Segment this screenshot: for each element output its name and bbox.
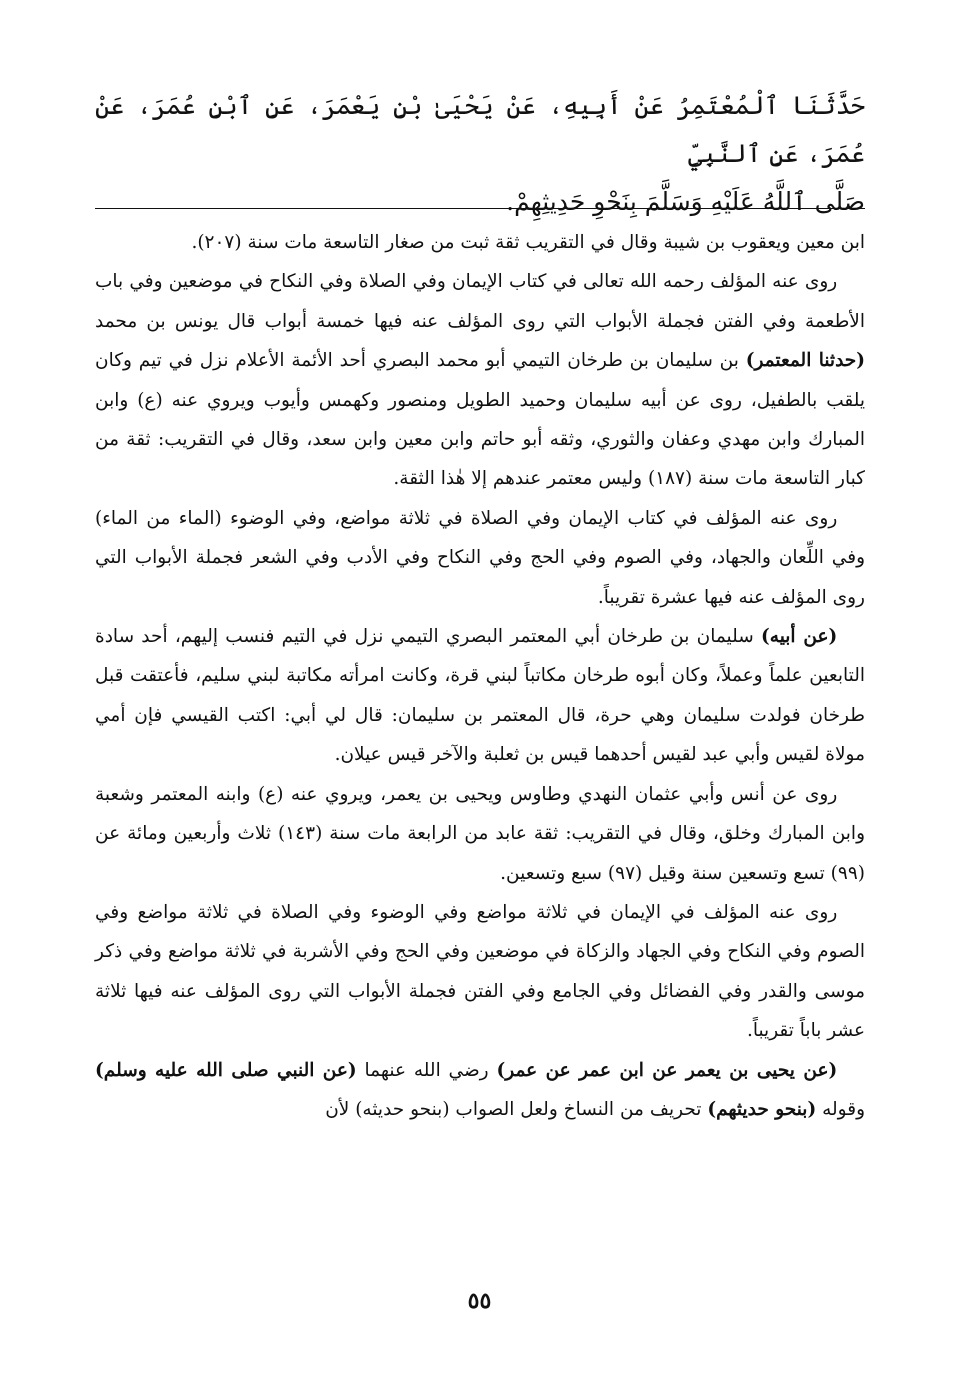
footnote-paragraph [95,262,865,498]
narrator-label: (عن يحيى بن يعمر عن ابن عمر عن عمر) [496,1059,838,1081]
footnote-text: رضي الله عنهما [364,1059,489,1081]
page-number: ٥٥ [467,1288,492,1314]
hadith-text [95,82,865,226]
footnote-paragraph [95,617,865,775]
narrator-label: (عن أبيه) [761,626,838,648]
footnotes [95,223,865,1129]
narrator-label: (حدثنا المعتمر) [745,350,865,372]
footnote-text: بن سليمان بن طرخان التيمي أبو محمد البصري أحد الأئمة الأعلام نزل في تيم وكان يلقب بالطفيل، روى عن أبيه سليمان وحميد الطويل ومنصور وكهمس وأيوب ويروي عنه (ع) وابن المبارك وابن مهدي وعفان والثوري، وثقه أبو حاتم وابن معين وابن سعد، وقال في التقريب: ثقة من كبار التاسعة مات سنة (١٨٧) وليس معتمر عندهم إلا هٰذا الثقة. [95,350,865,490]
hadith-line: صَلَّى ٱللَّهُ عَلَيْهِ وَسَلَّمَ بِنَحْوِ حَدِيثِهِمْ. [506,187,865,216]
footnote-paragraph: روى عنه المؤلف في الإيمان في ثلاثة مواضع وفي الوضوء وفي الصلاة في ثلاثة مواضع وفي الصوم وفي النكاح وفي الجهاد والزكاة في موضعين وفي الحج وفي الأشربة في ثلاثة مواضع وفي ذكر موسى والقدر وفي الفضائل وفي الجامع وفي الفتن فجملة الأبواب التي روى المؤلف عنه فيها ثلاثة عشر باباً تقريباً. [95,901,865,1042]
footnote-paragraph [95,1051,865,1130]
footnote-text: وقوله [822,1098,865,1120]
footnote-text: سليمان بن طرخان أبي المعتمر البصري التيمي نزل في التيم فنسب إليهم، أحد سادة التابعين علماً وعملاً، وكان أبوه طرخان مكاتباً لبني قرة، وكانت امرأته مكاتبة لبني سليم، فأعتقت قبل طرخان فولدت سليمان وهي حرة، قال المعتمر بن سليمان: قال لي أبي: اكتب القيسي فإن أمي مولاة لقيس وأبي عبد لقيس أحدهما قيس بن ثعلبة والآخر قيس عيلان. [95,626,865,766]
footnote-text: تحريف من النساخ ولعل الصواب (بنحو حديثه) لأن [325,1098,702,1120]
footnote-paragraph: روى عن أنس وأبي عثمان النهدي وطاوس ويحيى بن يعمر، ويروي عنه (ع) وابنه المعتمر وشعبة وابن المبارك وخلق، وقال في التقريب: ثقة عابد من الرابعة مات سنة (١٤٣) ثلاث وأربعين ومائة عن (٩٩) تسع وتسعين سنة وقيل (٩٧) سبع وتسعين. [95,783,865,884]
footnote-separator [95,208,865,209]
hadith-line: حَدَّثَنَا ٱلْمُعْتَمِرُ عَنْ أَبِيهِ، عَنْ يَحْيَىٰ بْنِ يَعْمَرَ، عَنِ ٱبْنِ عُمَرَ، عَنْ عُمَرَ، عَنِ ٱلنَّبِيِّ [95,91,865,168]
footnote-text: روى عنه المؤلف رحمه الله تعالى في كتاب الإيمان وفي الصلاة وفي النكاح في موضعين وفي باب الأطعمة وفي الفتن فجملة الأبواب التي روى المؤلف عنه فيها خمسة أبواب قال يونس بن محمد [95,271,865,332]
narrator-label: (بنحو حديثهم) [707,1098,817,1120]
narrator-label: (عن النبي صلى الله عليه وسلم) [95,1059,357,1081]
footnote-paragraph: ابن معين ويعقوب بن شيبة وقال في التقريب ثقة ثبت من صغار التاسعة مات سنة (٢٠٧). [191,232,865,253]
footnote-paragraph: روى عنه المؤلف في كتاب الإيمان وفي الصلاة في ثلاثة مواضع، وفي الوضوء (الماء من الماء) وفي اللِّعان والجهاد، وفي الصوم وفي الحج وفي النكاح وفي الأدب وفي الشعر فجملة الأبواب التي روى المؤلف عنه فيها عشرة تقريباً. [95,507,865,608]
